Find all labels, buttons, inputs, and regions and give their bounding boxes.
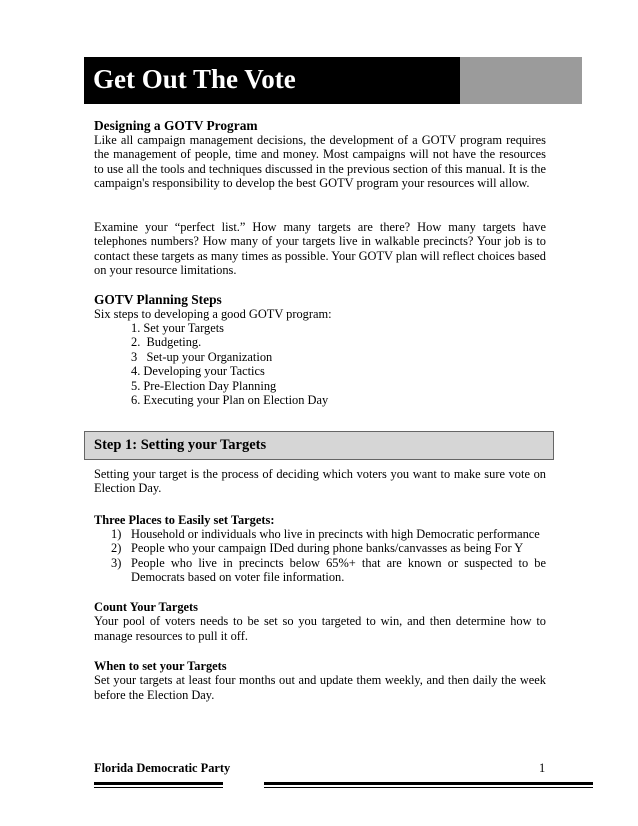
list-item [111,541,546,555]
page-title: Get Out The Vote [93,64,296,94]
list-item: 1. Set your Targets [131,321,224,335]
page-number: 1 [539,761,546,775]
section-planning [94,292,546,321]
paragraph-designing-2: Examine your “perfect list.” How many targets are there? How many targets have telephones numbers? How many of your targets live in walkable precincts? Your job is to contact these targets as many times as possible. Your GOTV plan will reflect choices based on your resource limitations. [94,220,546,278]
list-item-text: People who live in precincts below 65%+ that are known or suspected to be Democrats based on voter file information. [131,555,546,585]
planning-steps-list [131,321,431,407]
list-item: 4. Developing your Tactics [131,364,265,379]
footer-rule-left-thin [94,787,223,788]
list-item-number: 3) [111,555,122,570]
title-banner [84,57,582,104]
list-item-number: 1) [111,527,122,541]
when-targets-block [94,659,546,702]
list-item: 2. Budgeting. [131,335,202,350]
list-item [111,556,546,585]
step-1-intro-block [94,467,546,496]
planning-intro: Six steps to developing a good GOTV program: [94,307,332,321]
footer-rule-right [264,782,593,785]
places-list [111,527,546,585]
count-text: Your pool of voters needs to be set so you targeted to win, and then determine how to manage resources to pull it off. [94,614,546,643]
list-item: 5. Pre-Election Day Planning [131,378,277,393]
list-item [111,527,546,541]
count-heading: Count Your Targets [94,600,198,614]
step-1-title: Step 1: Setting your Targets [94,437,267,453]
list-item-text: People who your campaign IDed during phone banks/canvasses as being For Y [131,541,524,556]
list-item: 6. Executing your Plan on Election Day [131,393,329,408]
step-1-header-box [84,431,554,460]
section-designing-para2 [94,220,546,278]
paragraph-designing-1: Like all campaign management decisions, the development of a GOTV program requires the management of people, time and money. Most campaigns will not have the resources to use all the tools and techniques discussed in the previous section of this manual. It is the campaign's responsibility to develop the best GOTV program your resources will allow. [94,133,546,191]
section-designing [94,118,546,191]
footer-rule-right-thin [264,787,593,788]
count-targets-block [94,600,546,643]
section-heading-designing: Designing a GOTV Program [94,118,258,133]
when-text: Set your targets at least four months out and update them weekly, and then daily the week before the Election Day. [94,673,546,702]
footer-organization: Florida Democratic Party [94,761,231,775]
section-heading-planning: GOTV Planning Steps [94,292,222,307]
list-item: 3 Set-up your Organization [131,349,273,364]
title-banner-grey [460,57,582,104]
footer-rule-left [94,782,223,785]
places-heading-block [94,513,546,527]
places-heading: Three Places to Easily set Targets: [94,513,275,527]
when-heading: When to set your Targets [94,659,227,673]
list-item-number: 2) [111,541,122,556]
step-1-intro: Setting your target is the process of deciding which voters you want to make sure vote on Election Day. [94,467,546,496]
list-item-text: Household or individuals who live in precincts with high Democratic performance [131,527,540,541]
